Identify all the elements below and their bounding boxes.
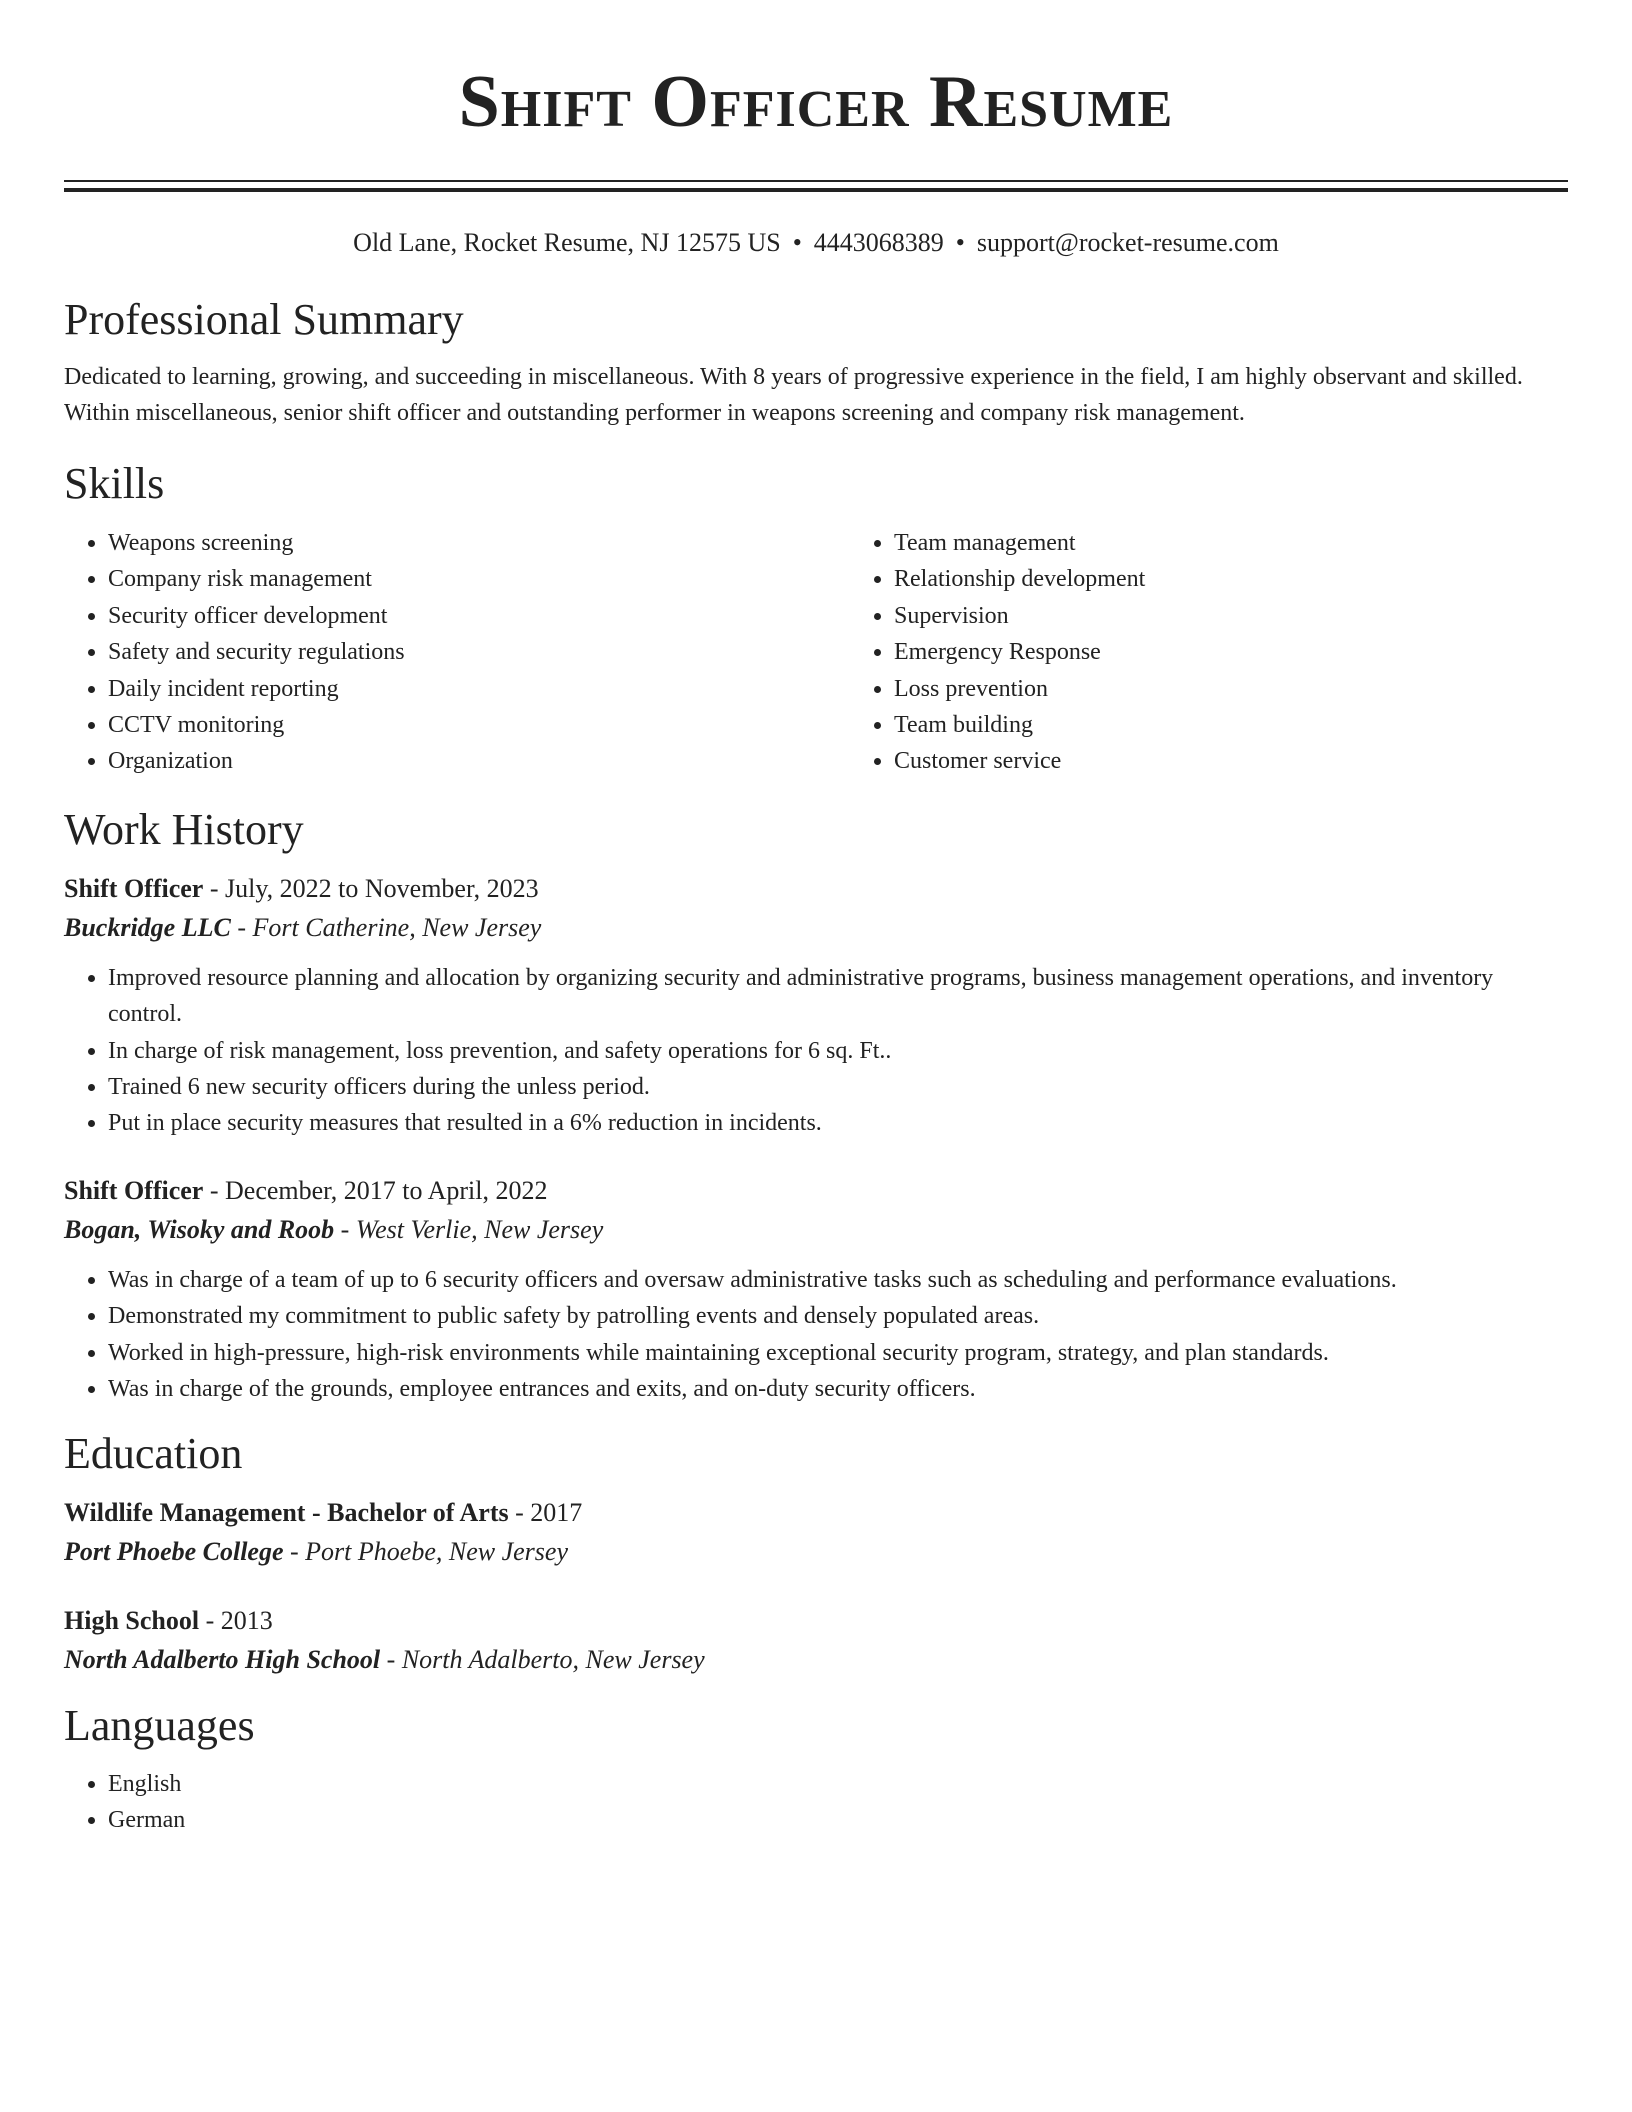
languages-heading: Languages: [64, 1700, 255, 1750]
skill-item: • Organization: [108, 743, 850, 779]
skills-list: [64, 525, 1568, 780]
job-title: Shift Officer: [64, 1175, 204, 1205]
job-header: [64, 870, 1568, 908]
skill-item: • Safety and security regulations: [108, 634, 850, 670]
skill-item: • Supervision: [894, 598, 1632, 634]
skill-item: • Company risk management: [108, 561, 850, 597]
job-entry: [64, 1172, 1568, 1408]
education-school: Port Phoebe College: [64, 1536, 284, 1566]
job-dates: - December, 2017 to April, 2022: [203, 1175, 548, 1205]
contact-address: Old Lane, Rocket Resume, NJ 12575 US: [353, 228, 781, 257]
title-rule-thin: [64, 180, 1568, 182]
job-bullet: • Was in charge of the grounds, employee entrances and exits, and on-duty security officers.: [108, 1371, 1568, 1407]
education-degree: High School: [64, 1605, 200, 1635]
education-school-line: [64, 1532, 1568, 1572]
education-entry: [64, 1602, 1568, 1680]
job-title: Shift Officer: [64, 873, 204, 903]
skill-item: • Customer service: [894, 743, 1632, 779]
education-year: - 2013: [199, 1605, 273, 1635]
job-bullet: • Demonstrated my commitment to public safety by patrolling events and densely populated areas.: [108, 1298, 1568, 1334]
job-bullet: • Trained 6 new security officers during the unless period.: [108, 1069, 1568, 1105]
skills-column-left: [64, 525, 850, 780]
summary-text: Dedicated to learning, growing, and succeeding in miscellaneous. With 8 years of progressive experience in the field, I am highly observant and skilled. Within miscellaneous, senior shift officer and outstanding performer in weapons screening and company risk management.: [64, 364, 1523, 426]
skills-heading: Skills: [64, 459, 165, 508]
job-bullet: • Put in place security measures that resulted in a 6% reduction in incidents.: [108, 1105, 1568, 1141]
skill-item: • CCTV monitoring: [108, 707, 850, 743]
education-year: - 2017: [508, 1497, 583, 1527]
skill-item: • Emergency Response: [894, 634, 1632, 670]
job-employer: [64, 1210, 1568, 1250]
education-school-line: [64, 1640, 1568, 1680]
language-item: • German: [108, 1802, 1568, 1838]
education-location: - Port Phoebe, New Jersey: [283, 1536, 568, 1566]
job-bullet: • Improved resource planning and allocation by organizing security and administrative programs, business management operations, and inventory control.: [108, 960, 1568, 1033]
contact-email: support@rocket-resume.com: [976, 228, 1279, 257]
job-company: Bogan, Wisoky and Roob: [64, 1214, 335, 1244]
work-heading: Work History: [64, 804, 304, 854]
skill-item: • Loss prevention: [894, 671, 1632, 707]
contact-line: [64, 226, 1568, 260]
job-location: - West Verlie, New Jersey: [334, 1214, 604, 1244]
skill-item: • Security officer development: [108, 598, 850, 634]
contact-separator: •: [955, 228, 965, 257]
education-header: [64, 1494, 1568, 1532]
job-entry: [64, 870, 1568, 1142]
education-heading: Education: [64, 1428, 243, 1478]
job-bullet: • Worked in high-pressure, high-risk environments while maintaining exceptional security program, strategy, and plan standards.: [108, 1335, 1568, 1371]
languages-list: [64, 1766, 1568, 1839]
contact-phone: 4443068389: [813, 228, 944, 257]
education-school: North Adalberto High School: [64, 1644, 381, 1674]
education-header: [64, 1602, 1568, 1640]
language-item: • English: [108, 1766, 1568, 1802]
job-bullets: [64, 1262, 1568, 1408]
contact-separator: •: [792, 228, 802, 257]
job-dates: - July, 2022 to November, 2023: [203, 873, 539, 903]
summary-heading: Professional Summary: [64, 295, 464, 344]
job-employer: [64, 908, 1568, 948]
skill-item: • Daily incident reporting: [108, 671, 850, 707]
skill-item: • Weapons screening: [108, 525, 850, 561]
job-bullet: • Was in charge of a team of up to 6 security officers and oversaw administrative tasks such as scheduling and performance evaluations.: [108, 1262, 1568, 1298]
skill-item: • Team building: [894, 707, 1632, 743]
skills-column-right: [850, 525, 1632, 780]
job-company: Buckridge LLC: [64, 912, 231, 942]
title-rule-thick: [64, 188, 1568, 192]
job-location: - Fort Catherine, New Jersey: [230, 912, 542, 942]
skill-item: • Relationship development: [894, 561, 1632, 597]
skill-item: • Team management: [894, 525, 1632, 561]
resume-title: Shift Officer Resume: [458, 61, 1174, 143]
education-degree: Wildlife Management - Bachelor of Arts: [64, 1497, 509, 1527]
education-entry: [64, 1494, 1568, 1572]
job-bullets: [64, 960, 1568, 1142]
job-header: [64, 1172, 1568, 1210]
job-bullet: • In charge of risk management, loss prevention, and safety operations for 6 sq. Ft..: [108, 1033, 1568, 1069]
education-location: - North Adalberto, New Jersey: [380, 1644, 705, 1674]
